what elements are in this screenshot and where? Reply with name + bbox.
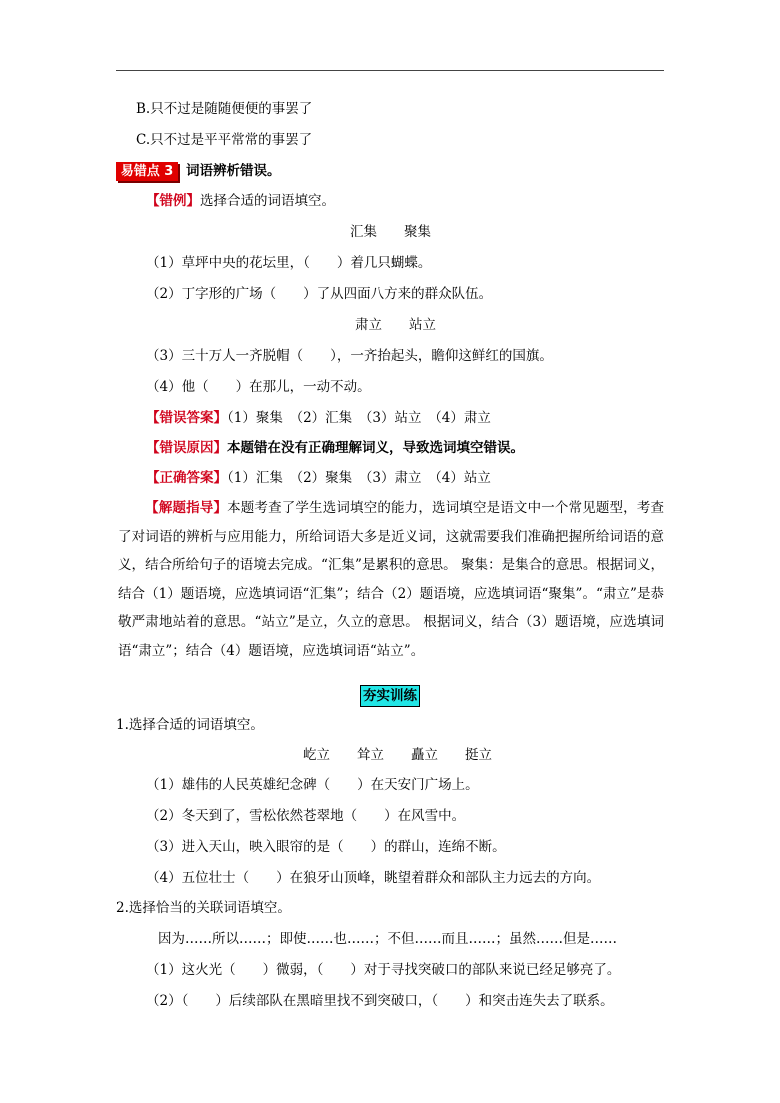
header-rule — [116, 70, 664, 71]
option-b: B.只不过是随随便便的事罢了 — [136, 101, 313, 117]
example-prompt: 选择合适的词语填空。 — [200, 193, 335, 209]
exercise1-item-4: （4）五位壮士（ ）在狼牙山顶峰，眺望着群众和部队主力远去的方向。 — [146, 870, 601, 886]
wrong-reason-line — [146, 439, 524, 457]
correct-answer-text: （1）汇集 （2）聚集 （3）肃立 （4）站立 — [227, 470, 491, 486]
wrong-answer-line — [146, 409, 491, 427]
exercise1-item-2: （2）冬天到了，雪松依然苍翠地（ ）在风雪中。 — [146, 808, 466, 824]
error-point-title: 词语辨析错误。 — [186, 163, 281, 179]
exercise1-title: 1.选择合适的词语填空。 — [116, 717, 264, 733]
guide-label: 【解题指导】 — [145, 500, 228, 516]
section-title: 夯实训练 — [360, 685, 420, 707]
wrong-answer-text: （1）聚集 （2）汇集 （3）站立 （4）肃立 — [227, 410, 491, 426]
example-question-3: （3）三十万人一齐脱帽（ ），一齐抬起头，瞻仰这鲜红的国旗。 — [146, 348, 553, 364]
wrong-answer-label: 【错误答案】 — [146, 410, 227, 426]
wrong-reason-label: 【错误原因】 — [146, 440, 227, 456]
example-question-4: （4）他（ ）在那儿，一动不动。 — [146, 379, 371, 395]
exercise2-item-1: （1）这火光（ ）微弱，（ ）对于寻找突破口的部队来说已经足够亮了。 — [146, 962, 621, 978]
guide-paragraph — [118, 494, 664, 665]
guide-text: 本题考查了学生选词填空的能力，选词填空是语文中一个常见题型，考查了对词语的辨析与应用能力，所给词语大多是近义词，这就需要我们准确把握所给词语的意义，结合所给句子的语境去完成。“汇集”是累积的意思。 聚集：是集合的意思。根据词义，结合（1）题语境，应选填词语“汇集”；结合（2）题语境，应选填词语“聚集”。“肃立”是恭敬严肃地站着的意思。“站立”是立，久立的意思。 根据词义，结合（3）题语境，应选填词语“肃立”；结合（4）题语境，应选填词语“站立”。 — [118, 500, 665, 659]
exercise2-title: 2.选择恰当的关联词语填空。 — [116, 900, 291, 916]
option-c: C.只不过是平平常常的事罢了 — [136, 132, 313, 148]
wrong-reason-text: 本题错在没有正确理解词义，导致选词填空错误。 — [227, 440, 524, 456]
exercise2-item-2: （2）（ ）后续部队在黑暗里找不到突破口，（ ）和突击连失去了联系。 — [146, 993, 614, 1009]
correct-answer-line — [146, 469, 491, 487]
word-group-1: 汇集 聚集 — [350, 224, 431, 240]
error-point-badge: 易错点 3 — [116, 162, 178, 181]
exercise1-item-1: （1）雄伟的人民英雄纪念碑（ ）在天安门广场上。 — [146, 777, 479, 793]
exercise1-item-3: （3）进入天山，映入眼帘的是（ ）的群山，连绵不断。 — [146, 839, 506, 855]
example-question-1: （1）草坪中央的花坛里，（ ）着几只蝴蝶。 — [146, 255, 432, 271]
example-line — [146, 192, 335, 210]
example-label: 【错例】 — [146, 193, 200, 209]
word-group-2: 肃立 站立 — [355, 317, 436, 333]
exercise2-words: 因为……所以……；即使……也……；不但……而且……；虽然……但是…… — [158, 931, 617, 947]
example-question-2: （2）丁字形的广场（ ）了从四面八方来的群众队伍。 — [146, 286, 493, 302]
correct-answer-label: 【正确答案】 — [146, 470, 227, 486]
exercise1-words: 屹立 耸立 矗立 挺立 — [303, 747, 492, 763]
